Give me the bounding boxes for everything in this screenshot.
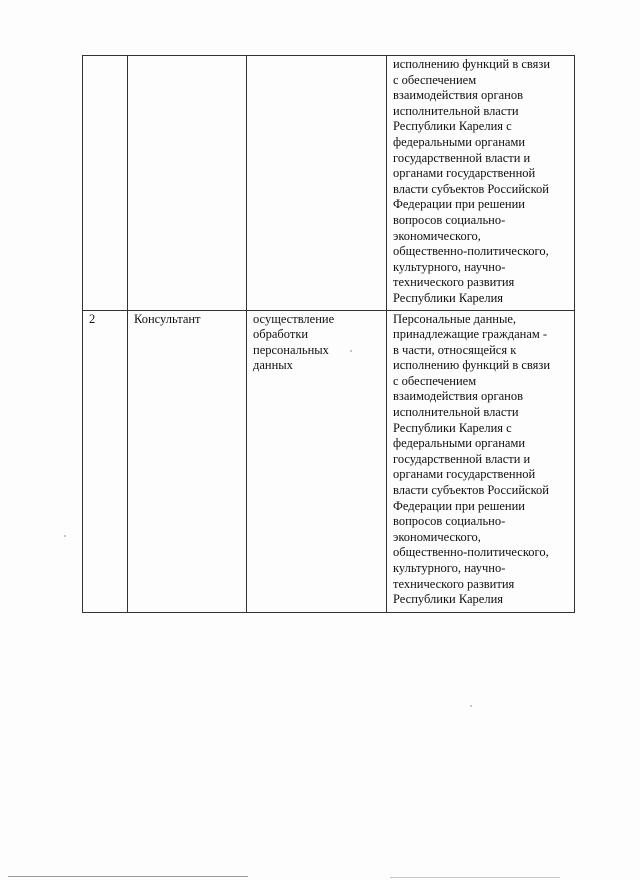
description-cell [387, 310, 575, 612]
personal-data-table [82, 55, 575, 613]
scan-edge-line [390, 877, 560, 878]
data-description: исполнению функций в связи с обеспечением взаимодействия органов исполнительной власти Республики Карелия с федеральными органами государственной власти и органами государственной власти субъектов Российской Федерации при решении вопросов социально- экономического, общественно-политического, культурного, научно- технического развития Республики Карелия [393, 57, 551, 305]
row-number-cell [83, 310, 128, 612]
position-cell [128, 310, 247, 612]
purpose-cell [247, 56, 387, 311]
position-cell [128, 56, 247, 311]
data-description: Персональные данные, принадлежащие гражданам - в части, относящейся к исполнению функций в связи с обеспечением взаимодействия органов исполнительной власти Республики Карелия с федеральными органами государственной власти и органами государственной власти субъектов Российской Федерации при решении вопросов социально- экономического, общественно-политического, культурного, научно- технического развития Республики Карелия [393, 311, 551, 607]
row-number-cell [83, 56, 128, 311]
description-cell [387, 56, 575, 311]
row-number: 2 [89, 311, 96, 326]
scan-speck [350, 350, 352, 352]
scan-edge-line [8, 876, 248, 877]
processing-purpose: осуществление обработки персональных данных [253, 311, 335, 373]
scan-speck [64, 535, 66, 537]
position-title: Консультант [134, 311, 201, 326]
scan-speck [470, 705, 472, 707]
table-row [83, 310, 575, 612]
purpose-cell [247, 310, 387, 612]
table-row [83, 56, 575, 311]
